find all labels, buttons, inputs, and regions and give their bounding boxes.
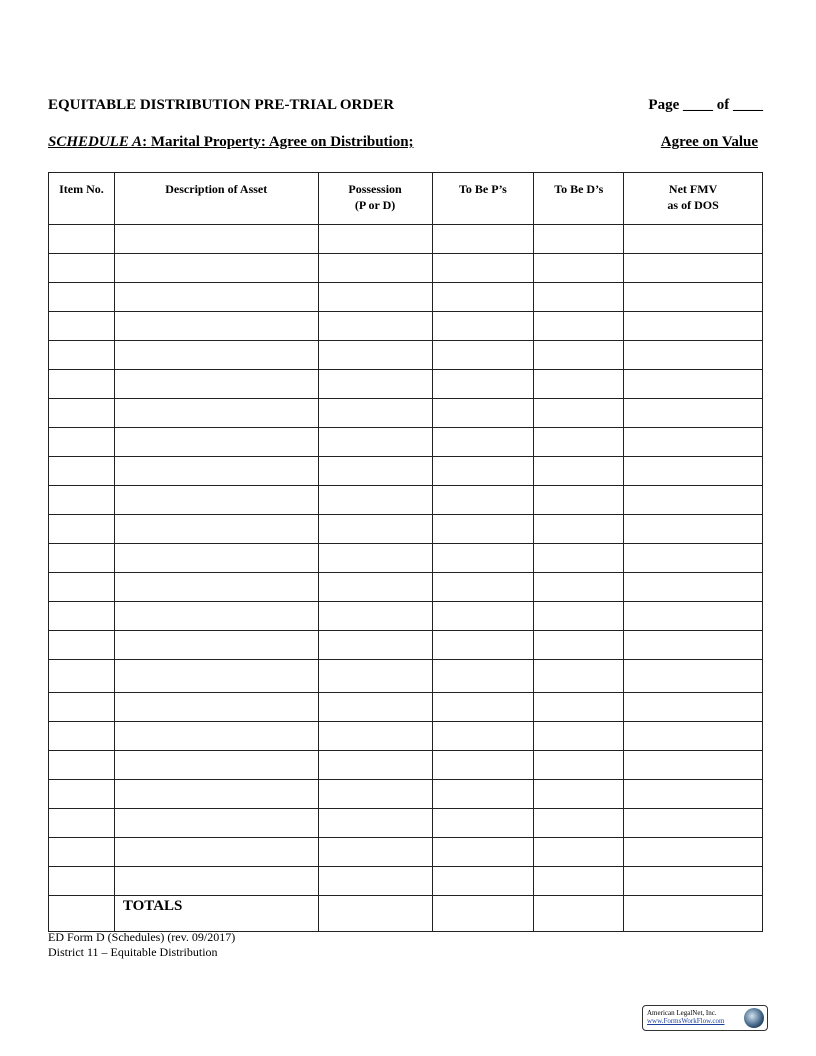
table-cell[interactable]: [624, 515, 763, 544]
table-cell[interactable]: [624, 341, 763, 370]
agree-on-value: Agree on Value: [660, 134, 758, 150]
column-header: [49, 173, 115, 225]
table-cell[interactable]: [114, 867, 318, 896]
table-cell[interactable]: [318, 428, 432, 457]
totals-cell[interactable]: [318, 896, 432, 932]
table-cell[interactable]: [624, 254, 763, 283]
table-cell[interactable]: [624, 751, 763, 780]
totals-label: TOTALS: [122, 898, 183, 914]
table-cell[interactable]: [432, 838, 534, 867]
table-cell[interactable]: [534, 809, 624, 838]
table-row: [49, 225, 763, 254]
table-cell[interactable]: [114, 254, 318, 283]
table-cell[interactable]: [114, 602, 318, 631]
table-cell[interactable]: [49, 602, 115, 631]
footer-district: District 11 – Equitable Distribution: [48, 945, 218, 959]
table-cell[interactable]: [624, 225, 763, 254]
table-cell[interactable]: [49, 660, 115, 693]
table-cell[interactable]: [624, 780, 763, 809]
table-cell[interactable]: [534, 515, 624, 544]
table-cell[interactable]: [318, 838, 432, 867]
table-cell[interactable]: [318, 722, 432, 751]
table-cell[interactable]: [432, 312, 534, 341]
table-cell[interactable]: [432, 780, 534, 809]
table-cell[interactable]: [49, 370, 115, 399]
table-cell[interactable]: [624, 660, 763, 693]
table-cell[interactable]: [624, 312, 763, 341]
logo-url[interactable]: www.FormsWorkFlow.com: [647, 1017, 725, 1025]
table-cell[interactable]: [318, 544, 432, 573]
table-cell[interactable]: [534, 312, 624, 341]
schedule-text: Marital Property: Agree on Distribution;: [150, 134, 414, 150]
table-cell[interactable]: [318, 780, 432, 809]
table-row: [49, 457, 763, 486]
table-cell[interactable]: [49, 573, 115, 602]
table-cell[interactable]: [318, 370, 432, 399]
column-header-line1: To Be D’s: [554, 182, 604, 196]
column-header: [114, 173, 318, 225]
table-cell[interactable]: [534, 254, 624, 283]
table-cell[interactable]: [432, 722, 534, 751]
column-header: [432, 173, 534, 225]
logo-company: American LegalNet, Inc.: [647, 1009, 717, 1017]
table-cell[interactable]: [534, 867, 624, 896]
table-row: [49, 602, 763, 631]
table-row: [49, 867, 763, 896]
table-cell[interactable]: [318, 515, 432, 544]
table-cell[interactable]: [114, 312, 318, 341]
page-number-field: Page ____ of ____: [648, 97, 763, 113]
table-cell[interactable]: [624, 544, 763, 573]
table-cell[interactable]: [318, 573, 432, 602]
table-cell[interactable]: [624, 631, 763, 660]
table-cell[interactable]: [49, 544, 115, 573]
table-cell[interactable]: [624, 370, 763, 399]
schedule-heading: [48, 134, 414, 151]
table-cell[interactable]: [432, 867, 534, 896]
table-cell[interactable]: [49, 399, 115, 428]
table-cell[interactable]: [624, 399, 763, 428]
table-cell[interactable]: [534, 573, 624, 602]
table-cell[interactable]: [318, 457, 432, 486]
table-cell[interactable]: [114, 225, 318, 254]
table-cell[interactable]: [318, 312, 432, 341]
table-cell[interactable]: [49, 631, 115, 660]
table-row: [49, 312, 763, 341]
table-cell[interactable]: [432, 283, 534, 312]
totals-cell[interactable]: [432, 896, 534, 932]
table-cell[interactable]: [114, 751, 318, 780]
table-cell[interactable]: [114, 486, 318, 515]
table-cell[interactable]: [432, 399, 534, 428]
schedule-label: SCHEDULE A: [48, 134, 143, 150]
column-header-line1: Possession: [348, 182, 402, 196]
column-header-line1: To Be P’s: [459, 182, 507, 196]
table-row: [49, 486, 763, 515]
table-cell[interactable]: [318, 399, 432, 428]
table-cell[interactable]: [49, 515, 115, 544]
table-cell[interactable]: [534, 722, 624, 751]
table-cell[interactable]: [534, 486, 624, 515]
table-cell[interactable]: [318, 693, 432, 722]
table-cell[interactable]: [534, 457, 624, 486]
table-cell[interactable]: [432, 660, 534, 693]
table-cell[interactable]: [534, 399, 624, 428]
totals-cell: [114, 896, 318, 932]
column-header: [318, 173, 432, 225]
table-cell[interactable]: [432, 573, 534, 602]
table-cell[interactable]: [49, 838, 115, 867]
table-cell[interactable]: [534, 751, 624, 780]
totals-cell[interactable]: [534, 896, 624, 932]
table-cell[interactable]: [114, 283, 318, 312]
table-cell[interactable]: [624, 457, 763, 486]
table-cell[interactable]: [432, 544, 534, 573]
table-cell[interactable]: [318, 254, 432, 283]
table-cell[interactable]: [624, 602, 763, 631]
column-header-line2: as of DOS: [667, 198, 719, 212]
table-cell[interactable]: [114, 457, 318, 486]
table-cell[interactable]: [318, 809, 432, 838]
table-cell[interactable]: [49, 809, 115, 838]
table-cell[interactable]: [624, 867, 763, 896]
table-cell[interactable]: [114, 780, 318, 809]
table-row: [49, 370, 763, 399]
table-cell[interactable]: [318, 283, 432, 312]
form-title: EQUITABLE DISTRIBUTION PRE-TRIAL ORDER: [48, 97, 395, 113]
table-cell[interactable]: [432, 486, 534, 515]
table-cell[interactable]: [49, 225, 115, 254]
column-header-line1: Description of Asset: [165, 182, 268, 196]
table-cell[interactable]: [432, 751, 534, 780]
table-cell[interactable]: [534, 693, 624, 722]
table-cell[interactable]: [534, 225, 624, 254]
table-cell[interactable]: [318, 867, 432, 896]
table-cell[interactable]: [49, 722, 115, 751]
table-cell[interactable]: [49, 428, 115, 457]
column-header: [534, 173, 624, 225]
table-cell[interactable]: [114, 573, 318, 602]
table-cell[interactable]: [624, 838, 763, 867]
table-cell[interactable]: [432, 809, 534, 838]
table-cell[interactable]: [624, 809, 763, 838]
table-cell[interactable]: [114, 809, 318, 838]
table-cell[interactable]: [114, 660, 318, 693]
table-cell[interactable]: [114, 544, 318, 573]
table-cell[interactable]: [49, 486, 115, 515]
column-header-line2: (P or D): [354, 198, 396, 212]
table-row: [49, 809, 763, 838]
table-cell[interactable]: [432, 370, 534, 399]
table-cell[interactable]: [534, 428, 624, 457]
table-cell[interactable]: [114, 341, 318, 370]
table-cell[interactable]: [318, 660, 432, 693]
table-row: [49, 254, 763, 283]
table-row: [49, 515, 763, 544]
table-cell[interactable]: [114, 631, 318, 660]
table-row: [49, 838, 763, 867]
table-cell[interactable]: [624, 486, 763, 515]
table-row: [49, 780, 763, 809]
table-cell[interactable]: [49, 457, 115, 486]
table-row: [49, 283, 763, 312]
table-cell[interactable]: [318, 602, 432, 631]
totals-cell[interactable]: [49, 896, 115, 932]
table-cell[interactable]: [318, 486, 432, 515]
table-cell[interactable]: [624, 693, 763, 722]
table-cell[interactable]: [114, 722, 318, 751]
column-header-line1: Net FMV: [668, 182, 718, 196]
table-cell[interactable]: [432, 693, 534, 722]
table-cell[interactable]: [114, 428, 318, 457]
table-cell[interactable]: [49, 693, 115, 722]
table-row: [49, 428, 763, 457]
table-cell[interactable]: [114, 838, 318, 867]
table-header-row: [49, 173, 763, 225]
table-cell[interactable]: [624, 722, 763, 751]
table-cell[interactable]: [49, 867, 115, 896]
table-row: [49, 341, 763, 370]
table-row: [49, 544, 763, 573]
table-row: [49, 573, 763, 602]
table-cell[interactable]: [318, 631, 432, 660]
table-cell[interactable]: [49, 751, 115, 780]
table-cell[interactable]: [49, 780, 115, 809]
table-row: [49, 660, 763, 693]
table-cell[interactable]: [432, 428, 534, 457]
totals-cell[interactable]: [624, 896, 763, 932]
column-header: [624, 173, 763, 225]
table-row: [49, 399, 763, 428]
table-cell[interactable]: [534, 780, 624, 809]
table-cell[interactable]: [432, 341, 534, 370]
table-cell[interactable]: [624, 428, 763, 457]
totals-row: [49, 896, 763, 932]
table-cell[interactable]: [624, 283, 763, 312]
table-cell[interactable]: [534, 838, 624, 867]
table-cell[interactable]: [114, 515, 318, 544]
table-cell[interactable]: [49, 312, 115, 341]
footer-form-id: ED Form D (Schedules) (rev. 09/2017): [48, 930, 236, 944]
table-cell[interactable]: [318, 751, 432, 780]
column-header-line1: Item No.: [59, 182, 104, 196]
table-row: [49, 693, 763, 722]
table-cell[interactable]: [114, 399, 318, 428]
table-row: [49, 722, 763, 751]
table-cell[interactable]: [49, 254, 115, 283]
globe-icon: [744, 1008, 764, 1028]
table-cell[interactable]: [534, 631, 624, 660]
table-cell[interactable]: [318, 341, 432, 370]
table-cell[interactable]: [49, 283, 115, 312]
table-cell[interactable]: [318, 225, 432, 254]
table-cell[interactable]: [534, 544, 624, 573]
table-cell[interactable]: [114, 370, 318, 399]
table-cell[interactable]: [534, 341, 624, 370]
asset-table: [48, 172, 763, 932]
table-cell[interactable]: [534, 370, 624, 399]
publisher-logo: [642, 1005, 768, 1031]
table-cell[interactable]: [534, 660, 624, 693]
table-cell[interactable]: [432, 254, 534, 283]
table-cell[interactable]: [432, 602, 534, 631]
table-cell[interactable]: [624, 573, 763, 602]
table-row: [49, 751, 763, 780]
table-cell[interactable]: [432, 631, 534, 660]
table-row: [49, 631, 763, 660]
table-cell[interactable]: [534, 283, 624, 312]
table-cell[interactable]: [432, 457, 534, 486]
table-cell[interactable]: [114, 693, 318, 722]
schedule-sep: :: [142, 134, 151, 150]
table-cell[interactable]: [432, 515, 534, 544]
table-cell[interactable]: [49, 341, 115, 370]
table-cell[interactable]: [534, 602, 624, 631]
footer: [48, 930, 235, 960]
table-cell[interactable]: [432, 225, 534, 254]
